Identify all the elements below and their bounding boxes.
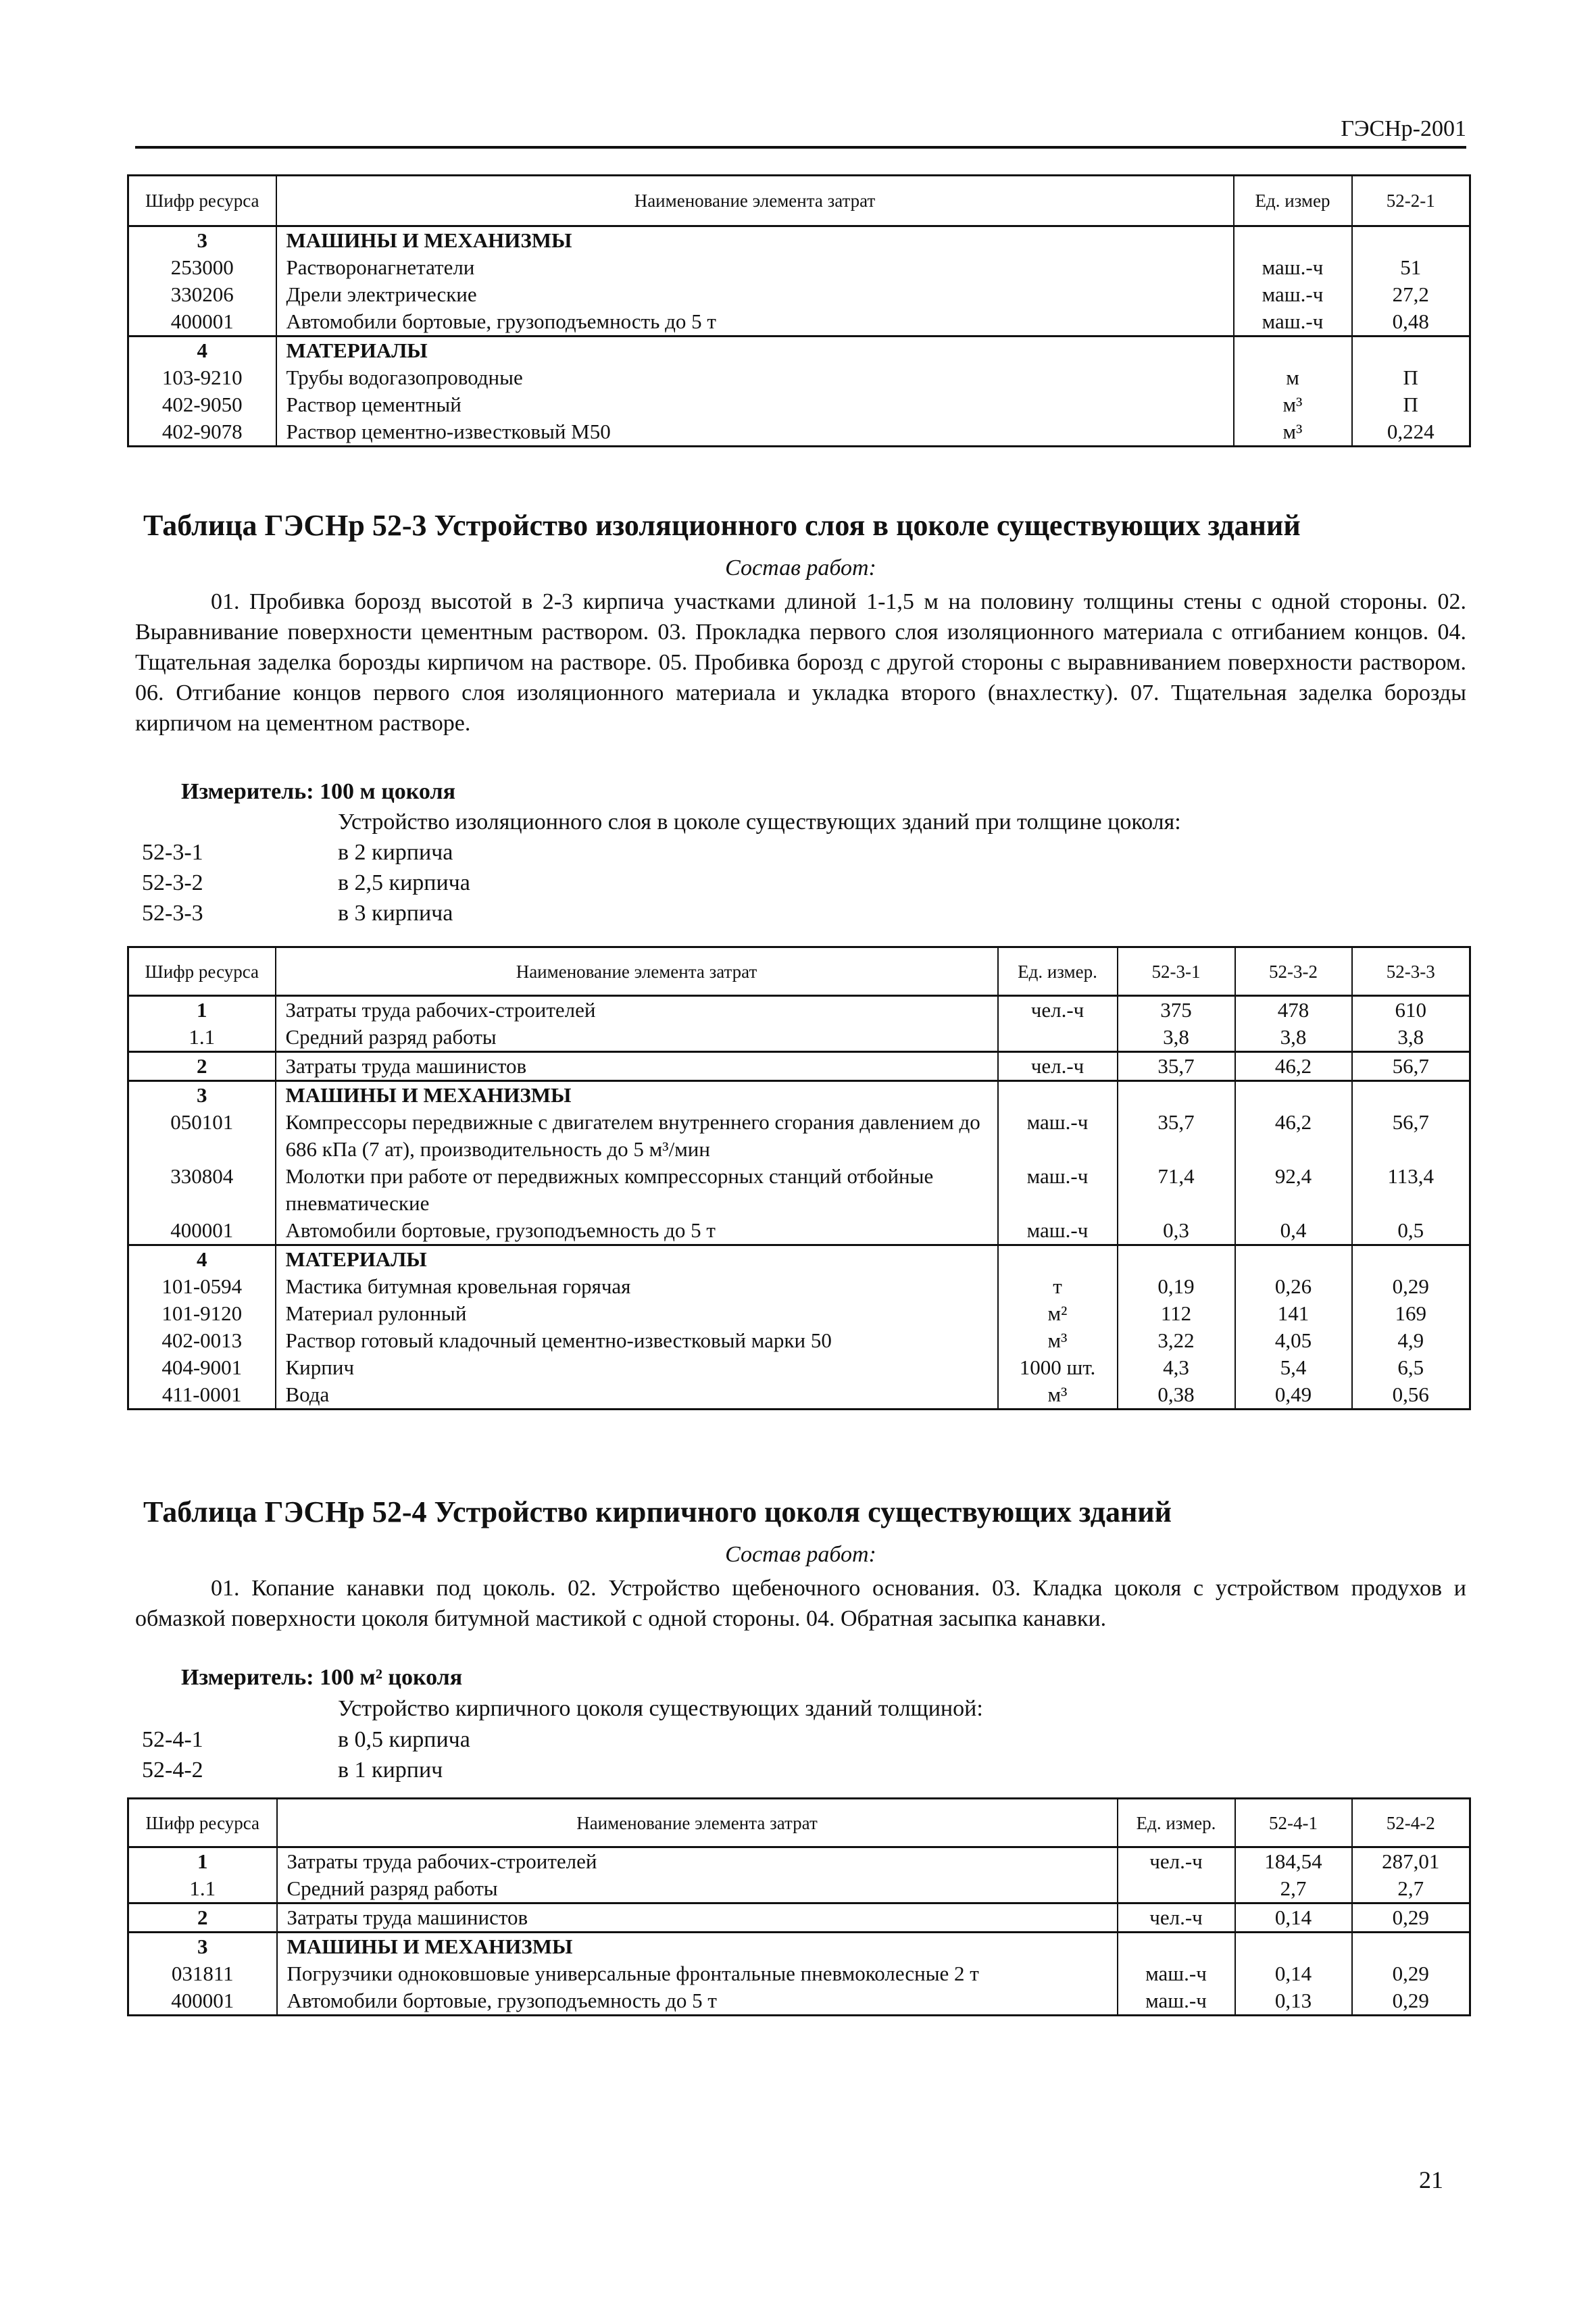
cell-code: 1 <box>128 1847 277 1876</box>
cell-name: Молотки при работе от передвижных компрессорных станций отбойные пневматические <box>276 1163 998 1217</box>
table-row <box>128 337 1470 365</box>
col-header-unit: Ед. измер. <box>1118 1799 1235 1847</box>
table-row <box>128 1273 1470 1300</box>
cell-value: 184,54 <box>1235 1847 1352 1876</box>
cell-value: 169 <box>1352 1300 1470 1327</box>
cell-unit: маш.-ч <box>998 1109 1118 1163</box>
table-52-3 <box>127 946 1471 1410</box>
cell-unit: м³ <box>1234 391 1352 418</box>
cell-value: 610 <box>1352 996 1470 1024</box>
cell-value: 0,48 <box>1352 308 1470 337</box>
cell-name: Материал рулонный <box>276 1300 998 1327</box>
table-row <box>128 1903 1470 1933</box>
cell-value: 46,2 <box>1235 1109 1352 1163</box>
cell-unit <box>1234 337 1352 365</box>
cell-value <box>1118 1081 1235 1110</box>
table-row <box>128 1052 1470 1081</box>
cell-value: 478 <box>1235 996 1352 1024</box>
variant-52-3-1 <box>142 840 453 866</box>
section-52-4-works-heading: Состав работ: <box>725 1542 876 1567</box>
cell-unit: маш.-ч <box>998 1163 1118 1217</box>
cell-value: 3,22 <box>1118 1327 1235 1354</box>
cell-name: Вода <box>276 1381 998 1410</box>
cell-name: Компрессоры передвижные с двигателем внутреннего сгорания давлением до 686 кПа (7 ат), производительность до 5 м³/мин <box>276 1109 998 1163</box>
cell-value: 0,3 <box>1118 1217 1235 1245</box>
cell-value: 4,3 <box>1118 1354 1235 1381</box>
cell-name: Раствор цементный <box>276 391 1234 418</box>
group-machines <box>128 1081 1470 1245</box>
variant-52-3-2 <box>142 870 470 896</box>
cell-unit: 1000 шт. <box>998 1354 1118 1381</box>
cell-unit: маш.-ч <box>1118 1960 1235 1987</box>
table-row <box>128 391 1470 418</box>
cell-unit <box>1234 226 1352 255</box>
cell-value <box>1352 1933 1470 1961</box>
cell-value: 5,4 <box>1235 1354 1352 1381</box>
cell-unit: м² <box>998 1300 1118 1327</box>
cell-name: Затраты труда машинистов <box>277 1903 1118 1933</box>
table-row <box>128 1109 1470 1163</box>
table-row <box>128 1024 1470 1052</box>
cell-code: 404-9001 <box>128 1354 276 1381</box>
table-row <box>128 364 1470 391</box>
cell-unit: чел.-ч <box>998 1052 1118 1081</box>
table-row <box>128 1217 1470 1245</box>
col-header-code: Шифр ресурса <box>128 947 276 996</box>
cell-value <box>1118 1245 1235 1274</box>
cell-unit: маш.-ч <box>1234 281 1352 308</box>
cell-value: 0,224 <box>1352 418 1470 447</box>
group-materials <box>128 1245 1470 1410</box>
variant-label: в 1 кирпич <box>338 1758 443 1783</box>
cell-value: 0,29 <box>1352 1273 1470 1300</box>
cell-value: 35,7 <box>1118 1109 1235 1163</box>
cell-value: П <box>1352 391 1470 418</box>
cell-value: 6,5 <box>1352 1354 1470 1381</box>
running-title: ГЭСНр-2001 <box>1341 116 1466 141</box>
cell-value <box>1352 337 1470 365</box>
table-row <box>128 281 1470 308</box>
variant-52-3-3 <box>142 901 453 926</box>
table-row <box>128 1081 1470 1110</box>
section-52-3-works-text: 01. Пробивка борозд высотой в 2-3 кирпича участками длиной 1-1,5 м на половину толщины стены с одной стороны. 02. Выравнивание поверхности цементным раствором. 03. Прокладка первого слоя изоляционного материала с отгибанием концов. 04. Тщательная заделка борозды кирпичом на растворе. 05. Пробивка борозд с другой стороны с выравниванием поверхности раствором. 06. Отгибание концов первого слоя изоляционного материала и укладка второго (внахлестку). 07. Тщательная заделка борозды кирпичом на цементном растворе. <box>135 589 1466 736</box>
cell-name: Растворонагнетатели <box>276 254 1234 281</box>
cell-value: 0,14 <box>1235 1903 1352 1933</box>
page-number: 21 <box>1419 2166 1443 2193</box>
table-52-2-tail <box>127 174 1471 447</box>
cell-value <box>1235 1081 1352 1110</box>
cell-code: 411-0001 <box>128 1381 276 1410</box>
cell-value: 4,05 <box>1235 1327 1352 1354</box>
cell-name: Мастика битумная кровельная горячая <box>276 1273 998 1300</box>
cell-name: Кирпич <box>276 1354 998 1381</box>
cell-name: Трубы водогазопроводные <box>276 364 1234 391</box>
variant-52-4-1 <box>142 1727 470 1753</box>
cell-value: 287,01 <box>1352 1847 1470 1876</box>
cell-code: 3 <box>128 1933 277 1961</box>
variant-code: 52-3-1 <box>142 840 203 865</box>
table-row <box>128 1960 1470 1987</box>
cell-value: 0,13 <box>1235 1987 1352 2016</box>
cell-name: Затраты труда рабочих-строителей <box>277 1847 1118 1876</box>
col-header-52-4-1: 52-4-1 <box>1235 1799 1352 1847</box>
variant-code: 52-3-2 <box>142 870 203 895</box>
table-row <box>128 1300 1470 1327</box>
cell-unit: маш.-ч <box>998 1217 1118 1245</box>
section-52-4-works-text: 01. Копание канавки под цоколь. 02. Устройство щебеночного основания. 03. Кладка цоколя с устройством продухов и обмазкой поверхности цоколя битумной мастикой с одной стороны. 04. Обратная засыпка канавки. <box>135 1576 1466 1631</box>
cell-value: 56,7 <box>1352 1109 1470 1163</box>
cell-code: 402-0013 <box>128 1327 276 1354</box>
cell-name: Автомобили бортовые, грузоподъемность до 5 т <box>277 1987 1118 2016</box>
variant-label: в 0,5 кирпича <box>338 1727 470 1752</box>
cell-code: 101-0594 <box>128 1273 276 1300</box>
section-52-3-works-heading: Состав работ: <box>725 555 876 580</box>
table-row <box>128 996 1470 1024</box>
cell-value: 0,19 <box>1118 1273 1235 1300</box>
cell-value: 0,56 <box>1352 1381 1470 1410</box>
variant-52-4-2 <box>142 1758 443 1783</box>
cell-unit <box>998 1081 1118 1110</box>
cell-unit <box>998 1024 1118 1052</box>
cell-name: Затраты труда рабочих-строителей <box>276 996 998 1024</box>
cell-unit: чел.-ч <box>998 996 1118 1024</box>
cell-value: 141 <box>1235 1300 1352 1327</box>
cell-name: Средний разряд работы <box>276 1024 998 1052</box>
cell-unit: маш.-ч <box>1118 1987 1235 2016</box>
cell-code: 3 <box>128 226 276 255</box>
group-labor-builders <box>128 1847 1470 1903</box>
variant-label: в 3 кирпича <box>338 901 453 926</box>
cell-value: 71,4 <box>1118 1163 1235 1217</box>
cell-code: 103-9210 <box>128 364 276 391</box>
cell-value: 3,8 <box>1235 1024 1352 1052</box>
cell-value <box>1352 226 1470 255</box>
cell-value: 3,8 <box>1352 1024 1470 1052</box>
col-header-52-3-3: 52-3-3 <box>1352 947 1470 996</box>
table-row <box>128 1933 1470 1961</box>
cell-value: 0,29 <box>1352 1903 1470 1933</box>
variant-label: в 2 кирпича <box>338 840 453 865</box>
cell-code: 1.1 <box>128 1875 277 1903</box>
cell-name: Раствор цементно-известковый М50 <box>276 418 1234 447</box>
cell-unit: м³ <box>998 1327 1118 1354</box>
cell-unit <box>1118 1933 1235 1961</box>
group-machines <box>128 226 1470 337</box>
cell-value <box>1352 1081 1470 1110</box>
cell-code: 031811 <box>128 1960 277 1987</box>
cell-code: 2 <box>128 1903 277 1933</box>
col-header-unit: Ед. измер <box>1234 176 1352 226</box>
table-row <box>128 1987 1470 2016</box>
table-row <box>128 1245 1470 1274</box>
cell-code: 400001 <box>128 1987 277 2016</box>
cell-code: 400001 <box>128 308 276 337</box>
cell-name: Погрузчики одноковшовые универсальные фронтальные пневмоколесные 2 т <box>277 1960 1118 1987</box>
cell-value: 51 <box>1352 254 1470 281</box>
section-52-4-title: Таблица ГЭСНр 52-4 Устройство кирпичного цоколя существующих зданий <box>143 1495 1172 1528</box>
table-row <box>128 1875 1470 1903</box>
col-header-name: Наименование элемента затрат <box>277 1799 1118 1847</box>
cell-value: 4,9 <box>1352 1327 1470 1354</box>
cell-value: 0,38 <box>1118 1381 1235 1410</box>
table-row <box>128 308 1470 337</box>
running-header <box>135 108 1466 149</box>
group-machines <box>128 1933 1470 2016</box>
cell-value: 46,2 <box>1235 1052 1352 1081</box>
cell-value: 35,7 <box>1118 1052 1235 1081</box>
cell-unit: м <box>1234 364 1352 391</box>
col-header-52-2-1: 52-2-1 <box>1352 176 1470 226</box>
table-row <box>128 418 1470 447</box>
cell-name: Затраты труда машинистов <box>276 1052 998 1081</box>
variant-label: в 2,5 кирпича <box>338 870 470 895</box>
cell-value: 0,29 <box>1352 1987 1470 2016</box>
cell-code: 330206 <box>128 281 276 308</box>
cell-code: 400001 <box>128 1217 276 1245</box>
cell-code: 050101 <box>128 1109 276 1163</box>
cell-value: 0,4 <box>1235 1217 1352 1245</box>
cell-value: 3,8 <box>1118 1024 1235 1052</box>
cell-unit <box>998 1245 1118 1274</box>
cell-value: 2,7 <box>1352 1875 1470 1903</box>
cell-name: Раствор готовый кладочный цементно-известковый марки 50 <box>276 1327 998 1354</box>
cell-code: 330804 <box>128 1163 276 1217</box>
col-header-code: Шифр ресурса <box>128 176 276 226</box>
table-row <box>128 1354 1470 1381</box>
section-52-3-meter: Измеритель: 100 м цоколя <box>181 779 455 804</box>
group-labor-operators <box>128 1052 1470 1081</box>
cell-value <box>1352 1245 1470 1274</box>
cell-code: 3 <box>128 1081 276 1110</box>
cell-unit: чел.-ч <box>1118 1903 1235 1933</box>
cell-code: 4 <box>128 337 276 365</box>
cell-name: Автомобили бортовые, грузоподъемность до 5 т <box>276 308 1234 337</box>
table-row <box>128 226 1470 255</box>
cell-name: МАШИНЫ И МЕХАНИЗМЫ <box>277 1933 1118 1961</box>
section-52-3-title: Таблица ГЭСНр 52-3 Устройство изоляционного слоя в цоколе существующих зданий <box>143 509 1301 542</box>
cell-name: Средний разряд работы <box>277 1875 1118 1903</box>
cell-name: МАТЕРИАЛЫ <box>276 337 1234 365</box>
cell-value: 0,29 <box>1352 1960 1470 1987</box>
cell-value <box>1235 1933 1352 1961</box>
cell-unit: маш.-ч <box>1234 308 1352 337</box>
cell-name: Автомобили бортовые, грузоподъемность до 5 т <box>276 1217 998 1245</box>
variant-code: 52-4-2 <box>142 1758 203 1783</box>
cell-name: МАШИНЫ И МЕХАНИЗМЫ <box>276 226 1234 255</box>
table-row <box>128 254 1470 281</box>
col-header-52-3-1: 52-3-1 <box>1118 947 1235 996</box>
cell-code: 2 <box>128 1052 276 1081</box>
cell-value <box>1235 1245 1352 1274</box>
cell-unit <box>1118 1875 1235 1903</box>
cell-code: 4 <box>128 1245 276 1274</box>
group-labor-builders <box>128 996 1470 1052</box>
cell-code: 101-9120 <box>128 1300 276 1327</box>
cell-value: 112 <box>1118 1300 1235 1327</box>
section-52-4-variant-lead: Устройство кирпичного цоколя существующих зданий толщиной: <box>338 1696 983 1721</box>
col-header-unit: Ед. измер. <box>998 947 1118 996</box>
variant-code: 52-4-1 <box>142 1727 203 1752</box>
table-row <box>128 1847 1470 1876</box>
cell-unit: чел.-ч <box>1118 1847 1235 1876</box>
cell-unit: т <box>998 1273 1118 1300</box>
col-header-name: Наименование элемента затрат <box>276 176 1234 226</box>
col-header-52-3-2: 52-3-2 <box>1235 947 1352 996</box>
cell-value: 0,49 <box>1235 1381 1352 1410</box>
col-header-52-4-2: 52-4-2 <box>1352 1799 1470 1847</box>
cell-value: 0,26 <box>1235 1273 1352 1300</box>
cell-unit: м³ <box>1234 418 1352 447</box>
cell-value: 0,14 <box>1235 1960 1352 1987</box>
section-52-4-meter: Измеритель: 100 м² цоколя <box>181 1665 463 1690</box>
cell-code: 402-9050 <box>128 391 276 418</box>
cell-code: 1.1 <box>128 1024 276 1052</box>
cell-code: 1 <box>128 996 276 1024</box>
col-header-name: Наименование элемента затрат <box>276 947 998 996</box>
cell-value: 113,4 <box>1352 1163 1470 1217</box>
group-labor-operators <box>128 1903 1470 1933</box>
cell-value: 2,7 <box>1235 1875 1352 1903</box>
cell-value: 56,7 <box>1352 1052 1470 1081</box>
cell-code: 253000 <box>128 254 276 281</box>
cell-unit: маш.-ч <box>1234 254 1352 281</box>
cell-value: 27,2 <box>1352 281 1470 308</box>
cell-value: 0,5 <box>1352 1217 1470 1245</box>
table-row <box>128 1327 1470 1354</box>
cell-value: П <box>1352 364 1470 391</box>
section-52-3-variant-lead: Устройство изоляционного слоя в цоколе существующих зданий при толщине цоколя: <box>338 810 1181 835</box>
col-header-code: Шифр ресурса <box>128 1799 277 1847</box>
cell-value: 92,4 <box>1235 1163 1352 1217</box>
variant-code: 52-3-3 <box>142 901 203 926</box>
cell-name: Дрели электрические <box>276 281 1234 308</box>
group-materials <box>128 337 1470 447</box>
table-52-4 <box>127 1797 1471 2016</box>
table-row <box>128 1163 1470 1217</box>
table-row <box>128 1381 1470 1410</box>
cell-unit: м³ <box>998 1381 1118 1410</box>
cell-value: 375 <box>1118 996 1235 1024</box>
cell-code: 402-9078 <box>128 418 276 447</box>
cell-name: МАШИНЫ И МЕХАНИЗМЫ <box>276 1081 998 1110</box>
cell-name: МАТЕРИАЛЫ <box>276 1245 998 1274</box>
